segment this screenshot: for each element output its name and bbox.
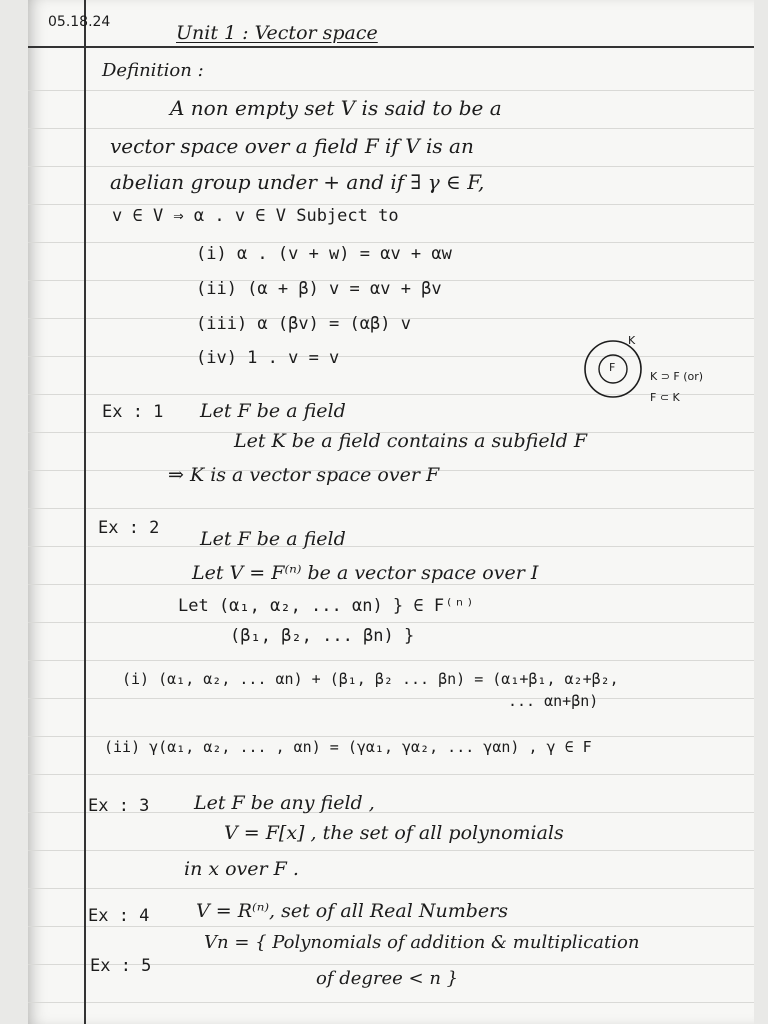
definition-heading: Definition : (102, 60, 204, 81)
example-line: in x over F . (184, 858, 299, 880)
example-line: V = R⁽ⁿ⁾, set of all Real Numbers (196, 900, 508, 922)
example-label: Ex : 3 (88, 796, 150, 816)
axiom: (iv) 1 . v = v (196, 348, 340, 368)
notebook-page (28, 0, 754, 1024)
page-title: Unit 1 : Vector space (176, 22, 378, 44)
ruled-line (28, 584, 754, 585)
ruled-line (28, 546, 754, 547)
example-label: Ex : 4 (88, 906, 150, 926)
example-line: (β₁, β₂, ... βn) } (230, 626, 415, 646)
example-line: Let F be any field , (194, 792, 375, 814)
ruled-line (28, 926, 754, 927)
ruled-line (28, 850, 754, 851)
example-line: Let (α₁, α₂, ... αn) } ∈ F⁽ⁿ⁾ (178, 596, 475, 616)
axiom: (ii) (α + β) v = αv + βv (196, 279, 442, 299)
ruled-line (28, 622, 754, 623)
example-rule: (ii) γ(α₁, α₂, ... , αn) = (γα₁, γα₂, ... γαn) , γ ∈ F (104, 738, 592, 756)
ruled-line (28, 242, 754, 243)
example-line: of degree < n } (316, 968, 459, 989)
ruled-line (28, 508, 754, 509)
example-rule: ... αn+βn) (508, 692, 599, 710)
definition-line: A non empty set V is said to be a (170, 96, 502, 120)
ruled-line (28, 204, 754, 205)
example-line: ⇒ K is a vector space over F (168, 464, 440, 486)
example-line: Let K be a field contains a subfield F (234, 430, 588, 452)
ruled-line (28, 128, 754, 129)
ruled-line (28, 698, 754, 699)
ruled-line (28, 660, 754, 661)
example-rule: (i) (α₁, α₂, ... αn) + (β₁, β₂ ... βn) = (α₁+β₁, α₂+β₂, (122, 670, 619, 688)
example-label: Ex : 1 (102, 402, 164, 422)
example-label: Ex : 5 (90, 956, 152, 976)
axiom: (i) α . (v + w) = αv + αw (196, 244, 452, 264)
header-rule (28, 46, 754, 48)
axiom: (iii) α (βv) = (αβ) v (196, 314, 411, 334)
definition-line: abelian group under + and if ∃ γ ∈ F, (110, 170, 485, 194)
diagram-note: K ⊃ F (or) (650, 370, 704, 383)
date-text: 05.18.24 (48, 14, 111, 30)
ruled-line (28, 774, 754, 775)
definition-line: vector space over a field F if V is an (110, 134, 474, 158)
example-line: Let F be a field (200, 528, 346, 550)
ruled-line (28, 90, 754, 91)
diagram-note: F ⊂ K (650, 391, 680, 404)
definition-line: v ∈ V ⇒ α . v ∈ V Subject to (112, 206, 399, 226)
example-line: Let F be a field (200, 400, 346, 422)
ruled-line (28, 166, 754, 167)
example-line: Let V = F⁽ⁿ⁾ be a vector space over I (192, 562, 539, 584)
margin-rule (84, 0, 86, 1024)
example-line: Vn = { Polynomials of addition & multiplication (204, 932, 640, 953)
ruled-line (28, 888, 754, 889)
diagram-inner-label: F (609, 361, 616, 374)
example-line: V = F[x] , the set of all polynomials (224, 822, 564, 844)
example-label: Ex : 2 (98, 518, 160, 538)
ruled-line (28, 1002, 754, 1003)
diagram-outer-label: K (628, 334, 636, 347)
ruled-line (28, 736, 754, 737)
